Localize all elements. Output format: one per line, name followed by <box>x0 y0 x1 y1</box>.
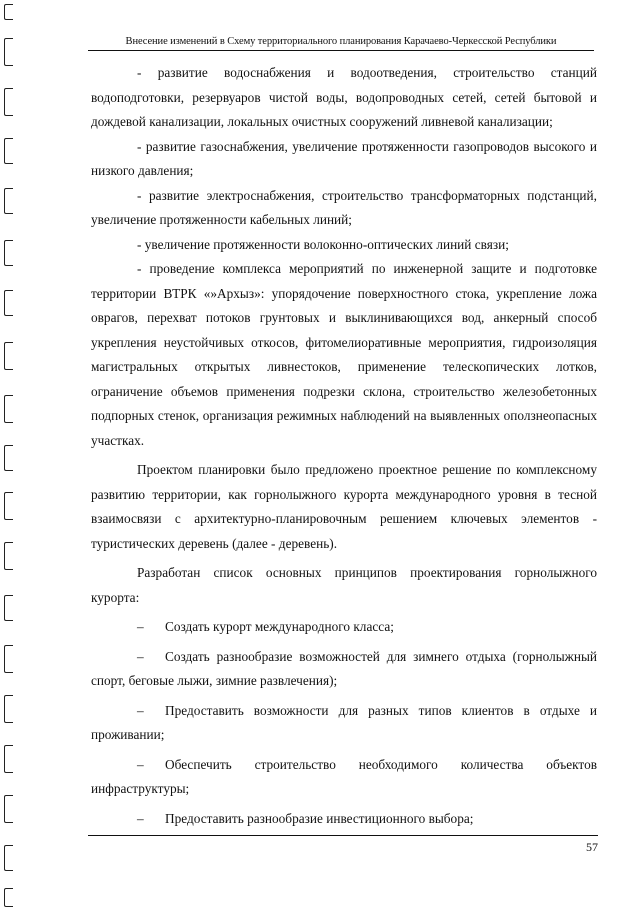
paragraph-planning-project: Проектом планировки было предложено проектное решение по комплексному развитию территории, как горнолыжного курорта международного уровня в тесной взаимосвязи с архитектурно-планировочным решением ключевых элементов - туристических деревень (далее - деревень). <box>91 462 597 551</box>
dash-mark: – <box>137 648 144 664</box>
list-item <box>91 615 597 640</box>
list-item <box>91 753 597 802</box>
paragraph-principles-intro: Разработан список основных принципов проектирования горнолыжного курорта: <box>91 565 597 605</box>
dash-mark: – <box>137 810 144 826</box>
binder-hole <box>4 695 13 723</box>
binder-hole <box>4 645 13 673</box>
binder-hole <box>4 138 13 164</box>
binder-hole <box>4 845 13 871</box>
binder-hole <box>4 542 13 570</box>
binder-hole <box>4 445 13 471</box>
list-item <box>91 807 597 832</box>
page-number: 57 <box>586 840 598 854</box>
dash-mark: – <box>137 756 144 772</box>
list-item <box>91 699 597 748</box>
list-item-text: Предоставить возможности для разных типов клиентов в отдыхе и проживании; <box>91 702 597 742</box>
binder-hole <box>4 38 13 66</box>
binder-hole <box>4 88 13 116</box>
binder-hole <box>4 290 13 316</box>
binder-holes <box>4 0 18 905</box>
list-item-text: Предоставить разнообразие инвестиционного выбора; <box>165 810 474 826</box>
list-item-text: Обеспечить строительство необходимого количества объектов инфраструктуры; <box>91 756 597 796</box>
binder-hole <box>4 595 13 621</box>
body-text <box>91 61 597 831</box>
footer-rule <box>88 835 598 836</box>
paragraph-water-supply: - развитие водоснабжения и водоотведения, строительство станций водоподготовки, резервуаров чистой воды, водопроводных сетей, сетей бытовой и дождевой канализации, локальных очистных сооружений ливневой канализации; <box>91 65 597 129</box>
binder-hole <box>4 492 13 520</box>
list-item <box>91 645 597 694</box>
binder-hole <box>4 395 13 423</box>
binder-hole <box>4 745 13 773</box>
list-item-text: Создать разнообразие возможностей для зимнего отдыха (горнолыжный спорт, беговые лыжи, зимние развлечения); <box>91 648 597 688</box>
running-header: Внесение изменений в Схему территориального планирования Карачаево-Черкесской Республики <box>88 36 594 51</box>
binder-hole <box>4 795 13 823</box>
dash-mark: – <box>137 702 144 718</box>
dash-mark: – <box>137 619 144 634</box>
paragraph-gas-supply: - развитие газоснабжения, увеличение протяженности газопроводов высокого и низкого давления; <box>91 138 597 178</box>
list-item-text: Создать курорт международного класса; <box>165 619 394 634</box>
paragraph-engineering-protection: - проведение комплекса мероприятий по инженерной защите и подготовке территории ВТРК «»Архыз»: упорядочение поверхностного стока, укрепление ложа оврагов, перехват потоков грунтовых и выклинивающихся вод, анкерный способ укрепления неустойчивых откосов, фитомелиоративные мероприятия, гидроизоляция магистральных открытых ливнестоков, применение телескопических лотков, ограничение объемов применения подрезки склона, строительство железобетонных подпорных стенок, организация режимных наблюдений на выявленных оползнеопасных участках. <box>91 261 597 448</box>
paragraph-power-supply: - развитие электроснабжения, строительство трансформаторных подстанций, увеличение протяженности кабельных линий; <box>91 187 597 227</box>
binder-hole <box>4 888 13 907</box>
binder-hole <box>4 240 13 266</box>
binder-hole <box>4 188 13 214</box>
paragraph-fiber-optic: - увеличение протяженности волоконно-оптических линий связи; <box>137 236 509 252</box>
binder-hole <box>4 342 13 370</box>
binder-hole <box>4 4 13 20</box>
